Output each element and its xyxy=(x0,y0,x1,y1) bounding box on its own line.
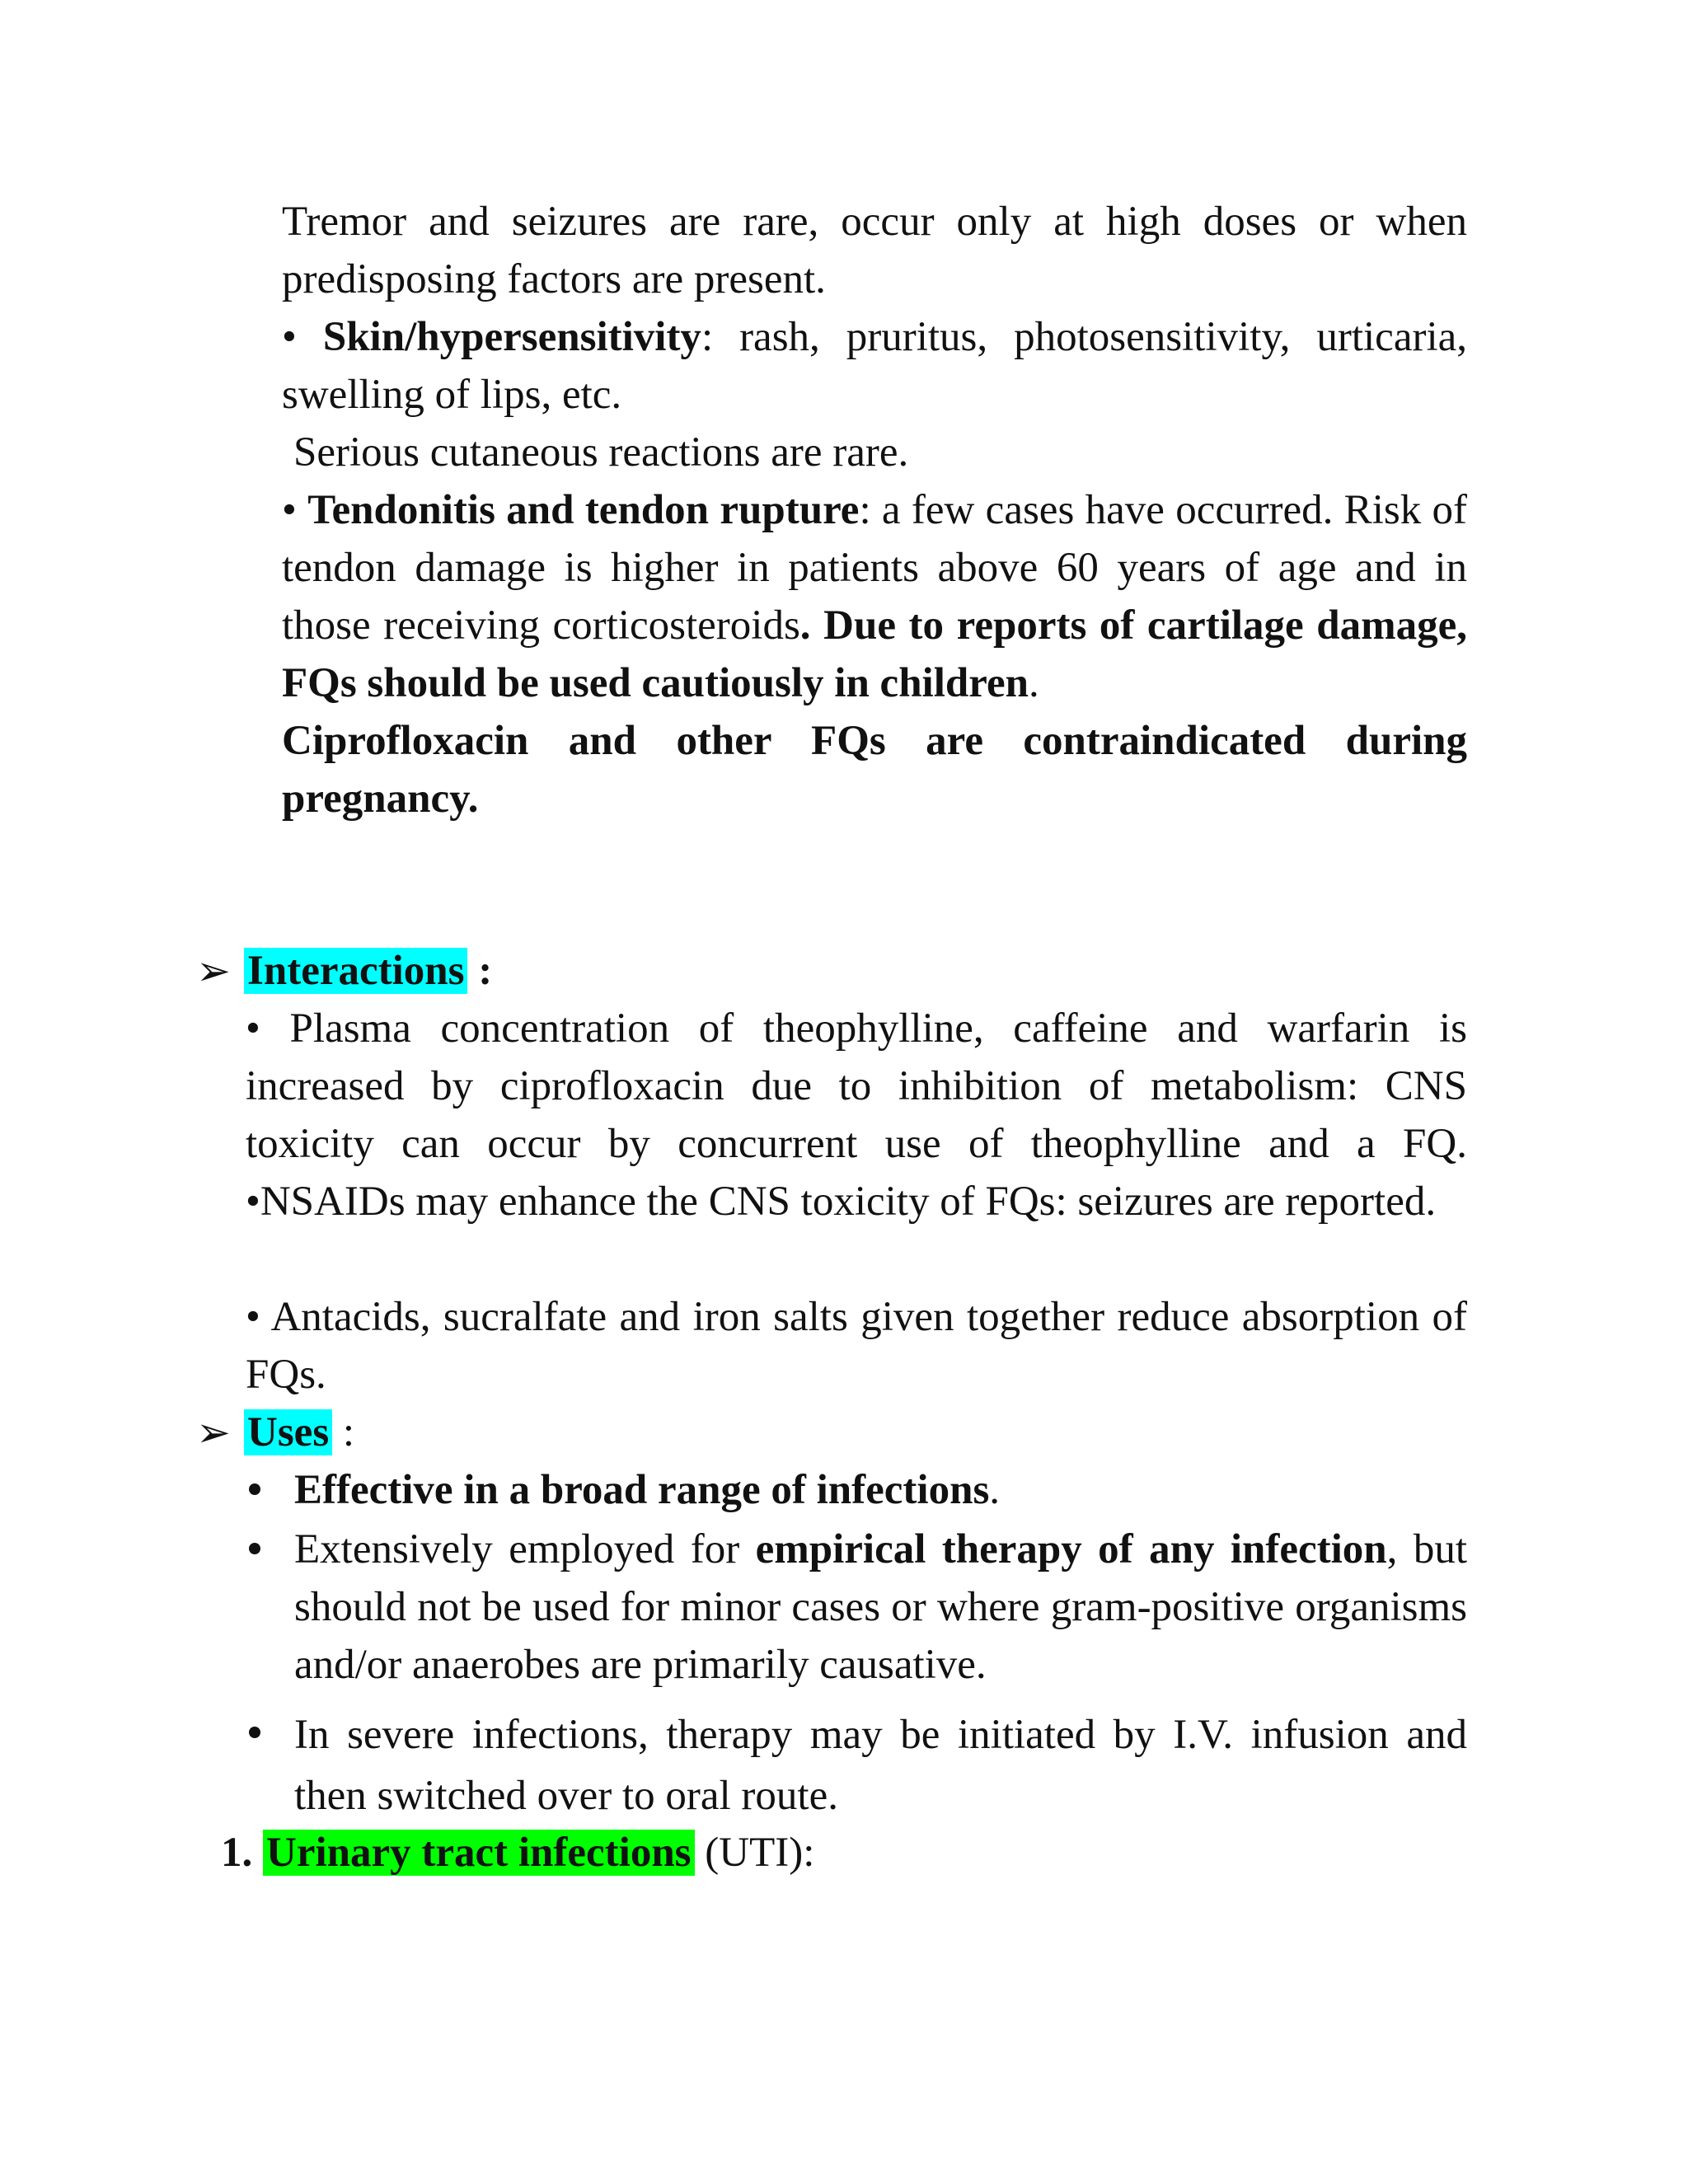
arrow-bullet-icon: ➢ xyxy=(196,1408,231,1456)
tendon-item xyxy=(282,481,1467,712)
cartilage-warning: . Due to reports of cartilage damage, FQs should be used cautiously in children xyxy=(282,602,1467,706)
uses-heading xyxy=(244,1404,354,1461)
uses-colon: : xyxy=(332,1409,355,1455)
interactions-colon: : xyxy=(467,948,493,994)
uses-item-1-end: . xyxy=(989,1467,1001,1513)
bullet-dot-icon xyxy=(249,1483,260,1495)
uses-item-2-a: Extensively employed for xyxy=(294,1526,756,1572)
bullet: • xyxy=(282,314,297,360)
pregnancy-contraindication: Ciprofloxacin and other FQs are contraindicated during pregnancy. xyxy=(282,718,1467,822)
tendon-end: . xyxy=(1028,660,1039,706)
bullet-dot-icon xyxy=(249,1543,260,1554)
skin-hypersensitivity-item xyxy=(282,308,1467,424)
interactions-title: Interactions xyxy=(244,948,467,994)
uti-text: (UTI): xyxy=(694,1830,815,1876)
tendon-text: : a few cases have occurred. Risk of tendon damage is higher in patients above 60 years of age and in those receiving corticosteroids xyxy=(282,487,1468,649)
uses-item-1-bold: Effective in a broad range of infections xyxy=(294,1467,990,1513)
skin-text: : rash, pruritus, photosensitivity, urticaria, swelling of lips, etc. xyxy=(282,314,1467,418)
arrow-bullet-icon: ➢ xyxy=(196,947,231,995)
cns-side-effects-text: Tremor and seizures are rare, occur only at high doses or when predisposing factors are present. xyxy=(282,199,1467,302)
list-number: 1. xyxy=(221,1830,253,1876)
bullet-dot-icon xyxy=(249,1727,260,1738)
uses-item-severe: In severe infections, therapy may be initiated by I.V. infusion and then switched over to oral route. xyxy=(294,1712,1467,1819)
uses-item-broad-range xyxy=(294,1461,1467,1519)
uses-item-empirical xyxy=(294,1521,1467,1694)
interactions-paragraph-1: • Plasma concentration of theophylline, caffeine and warfarin is increased by ciprofloxacin due to inhibition of metabolism: CNS toxicity can occur by concurrent use of theophylline and a FQ. •NSAIDs may enhance the CNS toxicity of FQs: seizures are reported. xyxy=(246,1005,1467,1225)
uses-title: Uses xyxy=(244,1409,332,1455)
tendon-label: Tendonitis and tendon rupture xyxy=(307,487,860,533)
uses-item-2-bold: empirical therapy of any infection xyxy=(755,1526,1387,1572)
numbered-item-uti xyxy=(221,1824,814,1882)
uti-label: Urinary tract infections xyxy=(263,1830,695,1876)
uses-item-2-b: , but should not be used for minor cases or where gram-positive organisms and/or anaerobes are primarily causative. xyxy=(294,1526,1468,1688)
skin-label: Skin/hypersensitivity xyxy=(322,314,701,360)
serious-reactions-text: Serious cutaneous reactions are rare. xyxy=(293,429,909,476)
bullet: • xyxy=(282,487,297,533)
interactions-heading xyxy=(244,942,492,1000)
interactions-paragraph-2: • Antacids, sucralfate and iron salts given together reduce absorption of FQs. xyxy=(246,1294,1467,1398)
